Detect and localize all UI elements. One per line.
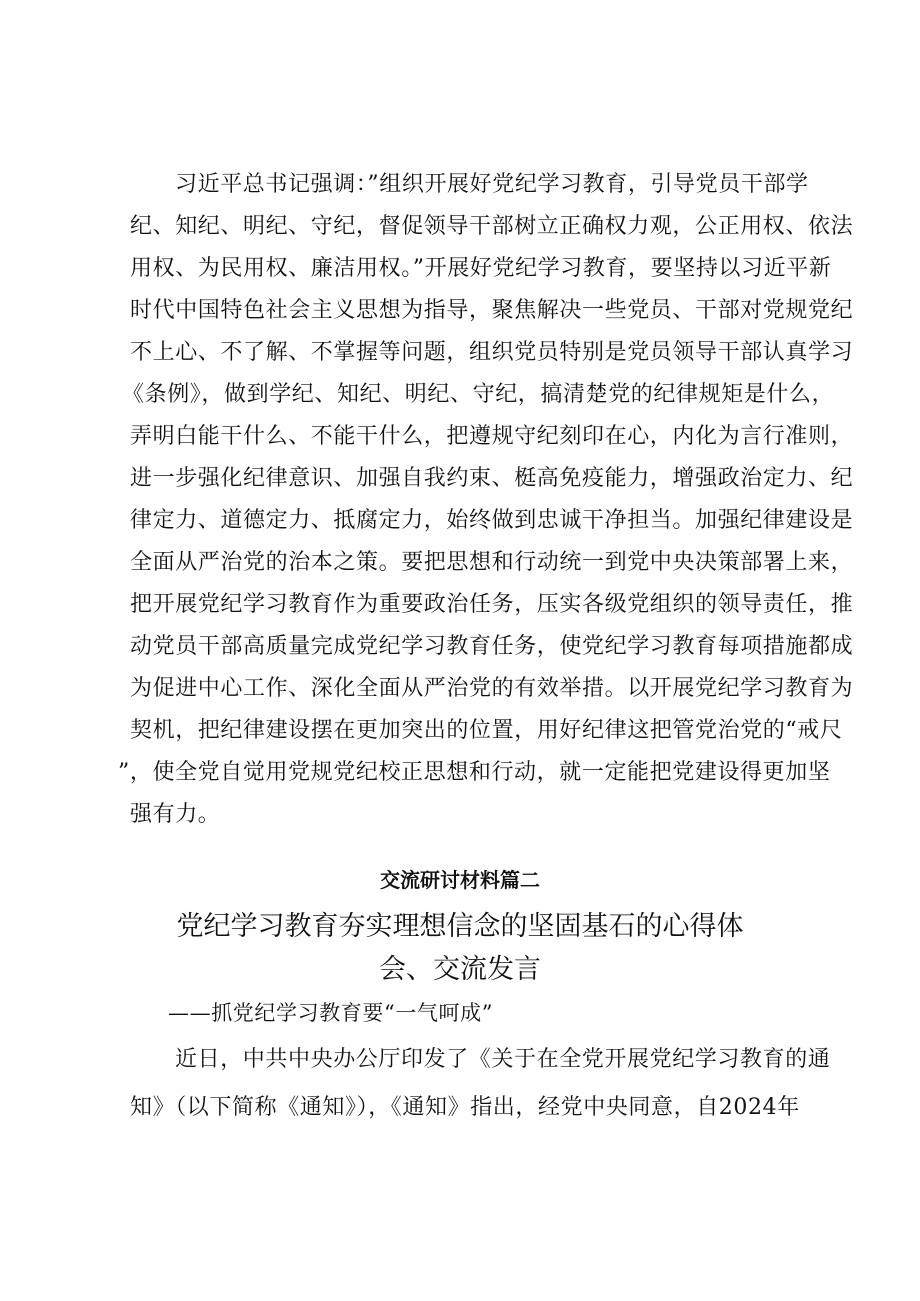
paragraph-line: 习近平总书记强调：”组织开展好党纪学习教育，引导党员干部学 <box>175 172 809 197</box>
paragraph-line: 纪、知纪、明纪、守纪，督促领导干部树立正确权力观，公正用权、依法 <box>130 214 854 239</box>
paragraph-line: 律定力、道德定力、抵腐定力，始终做到忠诚干净担当。加强纪律建设是 <box>130 508 854 533</box>
paragraph-line: 知》（以下简称《通知》），《通知》指出，经党中央同意，自2024年 <box>130 1095 800 1120</box>
section-label: 交流研讨材料篇二 <box>380 868 540 892</box>
paragraph-line: 弄明白能干什么、不能干什么，把遵规守纪刻印在心，内化为言行准则， <box>130 424 854 449</box>
page-title-line-2: 会、交流发言 <box>379 954 541 985</box>
paragraph-line: 《条例》，做到学纪、知纪、明纪、守纪，搞清楚党的纪律规矩是什么， <box>122 382 835 407</box>
paragraph-line: 为促进中心工作、深化全面从严治党的有效举措。以开展党纪学习教育为 <box>130 676 854 701</box>
paragraph-line: 进一步强化纪律意识、加强自我约束、梃高免疫能力，增强政治定力、纪 <box>130 466 854 491</box>
paragraph-line: 近日，中共中央办公厅印发了《关于在全党开展党纪学习教育的通 <box>175 1047 831 1072</box>
subtitle: ——抓党纪学习教育要“一气呵成” <box>168 1001 494 1025</box>
paragraph-line: 用权、为民用权、廉洁用权。”开展好党纪学习教育，要坚持以习近平新 <box>130 256 832 281</box>
paragraph-line: 全面从严治党的治本之策。要把思想和行动统一到党中央决策部署上来， <box>130 550 854 575</box>
paragraph-line: ”，使全党自觉用党规党纪校正思想和行动，就一定能把党建设得更加坚 <box>118 760 831 785</box>
paragraph-line: 强有力。 <box>130 802 221 827</box>
paragraph-line: 不上心、不了解、不掌握等问题，组织党员特别是党员领导干部认真学习 <box>130 340 854 365</box>
page-title-line-1: 党纪学习教育夯实理想信念的坚固基石的心得体 <box>176 911 744 942</box>
paragraph-line: 契机，把纪律建设摆在更加突出的位置，用好纪律这把管党治党的“戒尺 <box>130 718 843 743</box>
paragraph-line: 动党员干部高质量完成党纪学习教育任务，使党纪学习教育每项措施都成 <box>130 634 854 659</box>
paragraph-line: 把开展党纪学习教育作为重要政治任务，压实各级党组织的领导责任，推 <box>130 592 854 617</box>
paragraph-line: 时代中国特色社会主义思想为指导，聚焦解决一些党员、干部对党规党纪 <box>130 298 854 323</box>
